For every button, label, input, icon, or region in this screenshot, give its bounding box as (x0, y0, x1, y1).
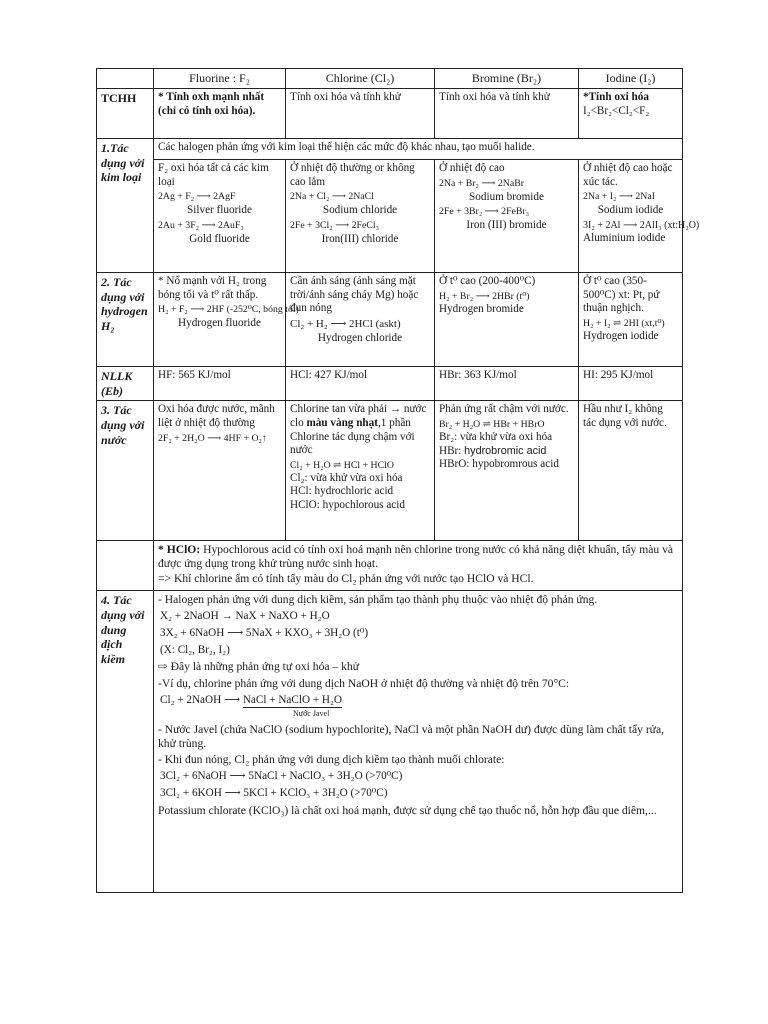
hydrogen-chlorine-text: Cần ánh sáng (ánh sáng mặt trời/ánh sáng cháy Mg) hoặc đun nóng (290, 275, 419, 315)
hydrogen-label: 2. Tác dụng với hydrogen H₂ (97, 273, 154, 367)
alkali-eq4-under: Nước Javel (293, 709, 330, 719)
metals-bromine-name1: Sodium bromide (469, 190, 544, 203)
alkali-l4: - Nước Javel (chứa NaClO (sodium hypochlorite), NaCl và một phần NaOH dư) được dùng làm chất tẩy rửa, khử trùng. (158, 723, 665, 751)
water-bromine-note2 (439, 445, 574, 459)
metals-intro: Các halogen phản ứng với kim loại thể hiện các mức độ khác nhau, tạo muối halide. (154, 139, 683, 160)
hclo-note (154, 541, 683, 591)
metals-row (97, 139, 683, 160)
water-chlorine-eq: Cl₂ + H₂O ⇌ HCl + HClO (290, 459, 394, 471)
alkali-row (97, 591, 683, 893)
hydrogen-fluorine (154, 273, 299, 367)
metals-chlorine (286, 160, 435, 273)
header-blank (97, 69, 154, 89)
metals-iodine-eq1: 2Na + I₂ ⟶ 2NaI (583, 191, 655, 203)
hclo-line1-text: Hypochlorous acid có tính oxi hoá mạnh nên chlorine trong nước có khả năng diệt khuẩn, tẩy màu và được ứng dụng trong khử trùng nước sinh hoạt. (158, 543, 674, 571)
header-iodine: Iodine (I₂) (579, 69, 683, 89)
nllk-fluorine: HF: 565 KJ/mol (154, 367, 286, 401)
nllk-bromine: HBr: 363 KJ/mol (435, 367, 579, 401)
hydrogen-bromine (435, 273, 579, 367)
metals-fluorine-name2: Gold fluoride (189, 232, 250, 245)
hydrogen-fluorine-eq: H₂ + F₂ ⟶ 2HF (-252⁰C, bóng tối) (158, 304, 299, 316)
water-chlorine-text (290, 403, 430, 458)
nllk-row (97, 367, 683, 401)
metals-detail-row (97, 160, 683, 273)
hydrogen-bromine-name: Hydrogen bromide (439, 302, 524, 315)
alkali-l5: - Khi đun nóng, Cl₂ phản ứng với dung dịch kiềm tạo thành muối chlorate: (158, 753, 505, 767)
tchh-row (97, 89, 683, 139)
water-bromine-note2-b: hydrobromic acid (464, 444, 547, 457)
water-bromine-note1: Br₂: vừa khử vừa oxi hóa (439, 430, 553, 443)
alkali-eq1: X₂ + 2NaOH → NaX + NaXO + H₂O (160, 610, 330, 623)
halogen-table (96, 68, 700, 893)
water-row (97, 401, 683, 541)
alkali-eq6: 3Cl₂ + 6KOH ⟶ 5KCl + KClO₃ + 3H₂O (>70⁰C) (160, 787, 388, 800)
tchh-iodine-title: *Tính oxi hóa (583, 91, 649, 103)
nllk-chlorine: HCl: 427 KJ/mol (286, 367, 435, 401)
water-chlorine-note1: Cl₂: vừa khử vừa oxi hóa (290, 471, 403, 484)
water-bromine-note3: HBrO: hypobromrous acid (439, 458, 559, 471)
hydrogen-iodine-text: Ở t⁰ cao (350-500⁰C) xt: Pt, pứ thuận nghịch. (583, 275, 660, 315)
hydrogen-chlorine-eq: Cl₂ + H₂ ⟶ 2HCl (askt) (290, 317, 401, 330)
tchh-iodine (579, 89, 683, 139)
alkali-eq2: 3X₂ + 6NaOH ⟶ 5NaX + KXO₃ + 3H₂O (t⁰) (160, 627, 369, 640)
metals-chlorine-eq1: 2Na + Cl₂ ⟶ 2NaCl (290, 191, 374, 203)
water-fluorine-eq: 2F₂ + 2H₂O ⟶ 4HF + O₂↑ (158, 432, 267, 444)
metals-iodine (579, 160, 700, 273)
hclo-row (97, 541, 683, 591)
metals-label: 1.Tác dụng với kim loại (97, 139, 154, 273)
hydrogen-iodine (579, 273, 683, 367)
hclo-line2: => Khí chlorine ẩm có tính tẩy màu do Cl₂ phản ứng với nước tạo HClO và HCl. (158, 571, 534, 585)
alkali-label: 4. Tác dụng với dung dịch kiềm (97, 591, 154, 893)
alkali-eq3: (X: Cl₂, Br₂, I₂) (160, 643, 230, 656)
nllk-label: NLLK (Eb) (97, 367, 154, 401)
hydrogen-row (97, 273, 683, 367)
hydrogen-fluorine-name: Hydrogen fluoride (178, 317, 261, 330)
metals-bromine-name2: Iron (III) bromide (466, 219, 547, 232)
hclo-bold: * HClO: (158, 543, 201, 557)
water-chlorine-text-c: ,1 phần Chlorine tác dụng chậm với nước (290, 416, 415, 457)
water-fluorine-text: Oxi hóa được nước, mãnh liệt ở nhiệt độ thường (158, 403, 275, 429)
water-bromine-text: Phản ứng rất chậm với nước. (439, 403, 569, 416)
metals-chlorine-name1: Sodium chloride (322, 204, 398, 217)
hclo-line1 (158, 543, 678, 571)
alkali-content (154, 591, 683, 893)
alkali-eq4-left: Cl₂ + 2NaOH ⟶ (160, 693, 243, 706)
header-chlorine: Chlorine (Cl₂) (286, 69, 435, 89)
tchh-bromine: Tính oxi hóa và tính khử (435, 89, 579, 139)
metals-iodine-eq2: 3I₂ + 2Al ⟶ 2AlI₃ (xt:H₂O) (583, 219, 700, 231)
metals-bromine-eq2: 2Fe + 3Br₂ ⟶ 2FeBr₃ (439, 206, 530, 218)
metals-iodine-name2: Aluminium iodide (583, 232, 666, 245)
metals-chlorine-eq2: 2Fe + 3Cl₂ ⟶ 2FeCl₃ (290, 219, 379, 231)
water-bromine (435, 401, 579, 541)
metals-chlorine-name2: Iron(III) chloride (321, 232, 399, 245)
water-label: 3. Tác dụng với nước (97, 401, 154, 541)
alkali-eq5: 3Cl₂ + 6NaOH ⟶ 5NaCl + NaClO₃ + 3H₂O (>70⁰C) (160, 770, 403, 783)
water-chlorine (286, 401, 435, 541)
metals-fluorine-eq2: 2Au + 3F₂ ⟶ 2AuF₃ (158, 219, 244, 231)
tchh-chlorine: Tính oxi hóa và tính khử (286, 89, 435, 139)
alkali-l6: Potassium chlorate (KClO₃) là chất oxi hoá mạnh, được sử dụng chế tạo thuốc nổ, hỗn hợp đầu que diêm,... (158, 803, 657, 817)
hydrogen-bromine-text: Ở t⁰ cao (200-400⁰C) (439, 275, 536, 287)
water-bromine-eq: Br₂ + H₂O ⇌ HBr + HBrO (439, 418, 545, 430)
hydrogen-chlorine-name: Hydrogen chloride (317, 332, 403, 345)
tchh-label: TCHH (97, 89, 154, 139)
metals-chlorine-text: Ở nhiệt độ thường or không cao lắm (290, 162, 415, 188)
header-row (97, 69, 683, 89)
hydrogen-chlorine (286, 273, 435, 367)
metals-bromine-text: Ở nhiệt độ cao (439, 162, 505, 174)
water-iodine: Hầu như I₂ không tác dụng với nước. (579, 401, 683, 541)
metals-fluorine-text: F₂ oxi hóa tất cả các kim loại (158, 162, 269, 188)
water-chlorine-note2: HCl: hydrochloric acid (290, 485, 394, 498)
water-fluorine (154, 401, 286, 541)
alkali-eq4-right: NaCl + NaClO + H₂O (243, 694, 342, 709)
alkali-l2: ⇨ Đây là những phản ứng tự oxi hóa – khử (158, 660, 359, 674)
tchh-fluorine: * Tính oxh mạnh nhất (chỉ có tính oxi hóa). (154, 89, 286, 139)
metals-iodine-text: Ở nhiệt độ cao hoặc xúc tác. (583, 162, 673, 188)
alkali-l3: -Ví dụ, chlorine phản ứng với dung dịch NaOH ở nhiệt độ thường và nhiệt độ trên 70°C: (158, 676, 570, 690)
hydrogen-fluorine-text: * Nổ mạnh với H₂ trong bóng tối và t⁰ rất thấp. (158, 275, 267, 301)
metals-iodine-name1: Sodium iodide (597, 204, 664, 217)
metals-bromine-eq1: 2Na + Br₂ ⟶ 2NaBr (439, 177, 525, 189)
metals-fluorine-name1: Silver fluoride (187, 204, 252, 217)
alkali-l1: - Halogen phản ứng với dung dịch kiềm, sản phẩm tạo thành phụ thuộc vào nhiệt độ phản ứng. (158, 593, 598, 607)
metals-bromine (435, 160, 579, 273)
header-fluorine: Fluorine : F₂ (154, 69, 286, 89)
water-bromine-note2-a: HBr: (439, 444, 462, 457)
water-chlorine-note3: HClO: hypochlorous acid (290, 499, 405, 512)
hydrogen-iodine-name: Hydrogen iodide (583, 329, 659, 342)
water-chlorine-text-a: Chlorine tan vừa phải → nước clo (290, 403, 427, 429)
water-chlorine-text-b: màu vàng nhạt (306, 416, 378, 429)
hydrogen-iodine-eq: H₂ + I₂ ⇌ 2HI (xt,t⁰) (583, 317, 665, 329)
alkali-eq4 (160, 694, 678, 709)
nllk-iodine: HI: 295 KJ/mol (579, 367, 683, 401)
tchh-iodine-order: I₂<Br₂<Cl₂<F₂ (583, 104, 650, 117)
hydrogen-bromine-eq: H₂ + Br₂ ⟶ 2HBr (t⁰) (439, 290, 530, 302)
hclo-blank (97, 541, 154, 591)
metals-fluorine-eq1: 2Ag + F₂ ⟶ 2AgF (158, 191, 236, 203)
header-bromine: Bromine (Br₂) (435, 69, 579, 89)
metals-fluorine (154, 160, 286, 273)
